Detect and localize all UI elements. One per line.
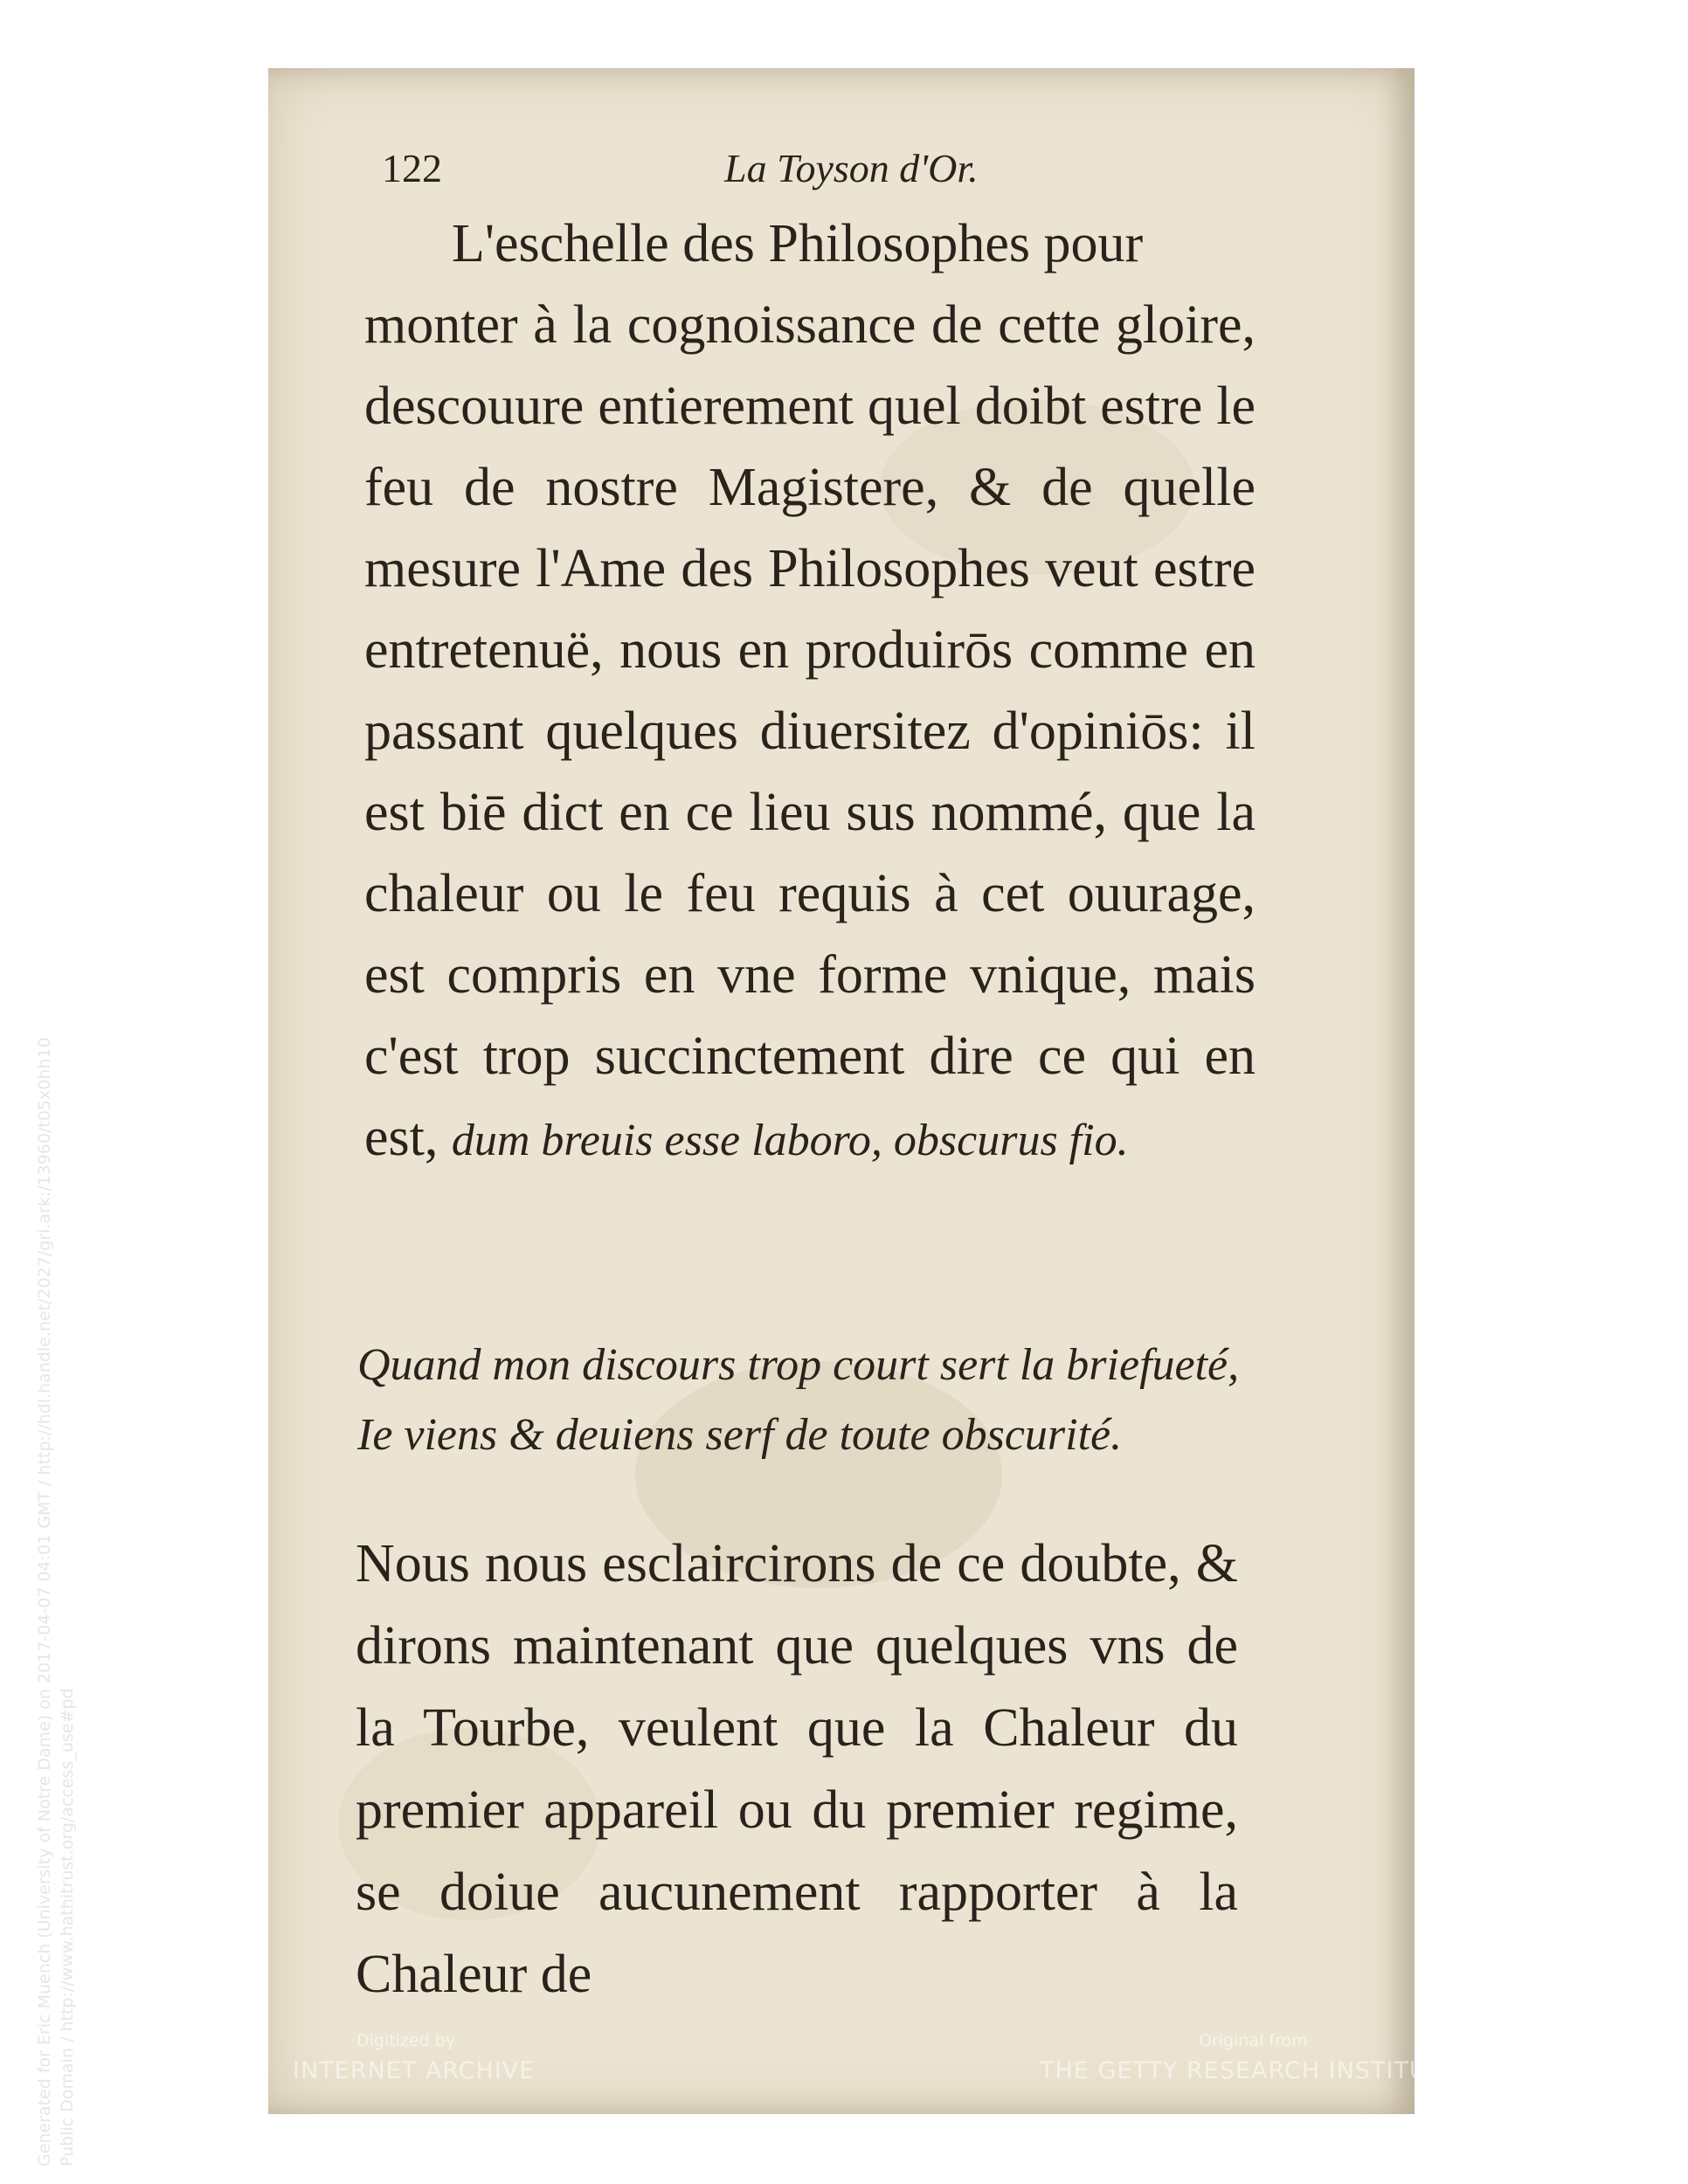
paragraph-1-text: monter à la cognoissance de cette gloire, descouure entierement quel doibt estre le feu de nostre Magistere, & de quelle mesure l'Ame des Philosophes veut estre entretenuë, nous en produirōs comme en passant quelques diuersitez d'opiniōs: il est biē dict en ce lieu sus nommé, que la chaleur ou le feu requis à cet ouurage, est compris en vne forme vnique, mais c'est trop succinctement dire ce qui en est, [364,295,1256,1167]
original-from-label: Original from [1199,2031,1308,2050]
running-title: La Toyson d'Or. [724,146,979,190]
side-watermark-line-2: Public Domain / http://www.hathitrust.org/access_use#pd [58,1688,77,2167]
latin-quote: dum breuis esse laboro, obscurus fio. [451,1116,1129,1165]
digitized-by-label: Digitized by [356,2031,456,2050]
running-head [268,145,1415,197]
side-watermark [33,1037,79,2167]
side-watermark-line-1: Generated for Eric Muench (University of Notre Dame) on 2017-04-07 04:01 GMT / http://hdl.handle.net/2027/gri.ark:/13960/t05x0hh10 [35,1037,54,2167]
paragraph-2: Nous nous esclaircirons de ce doubte, & dirons maintenant que quelques vns de la Tourbe, veulent que la Chaleur du premier appareil ou du premier regime, se doiue aucunement rapporter à la Chaleur de [356,1534,1238,2004]
scanned-page [268,68,1415,2114]
paragraph-1-first-line: L'eschelle des Philosophes pour [452,214,1144,273]
verse-line-2: Ie viens & deuiens serf de toute obscurité. [357,1410,1123,1460]
page-number: 122 [382,146,442,190]
verse-line-1: Quand mon discours trop court sert la briefueté, [357,1340,1240,1390]
verse [357,1330,1275,1470]
paragraph-1 [364,204,1256,1181]
source-institution: THE GETTY RESEARCH INSTITUTE [1040,2057,1459,2084]
digitizer-name: INTERNET ARCHIVE [293,2057,536,2084]
